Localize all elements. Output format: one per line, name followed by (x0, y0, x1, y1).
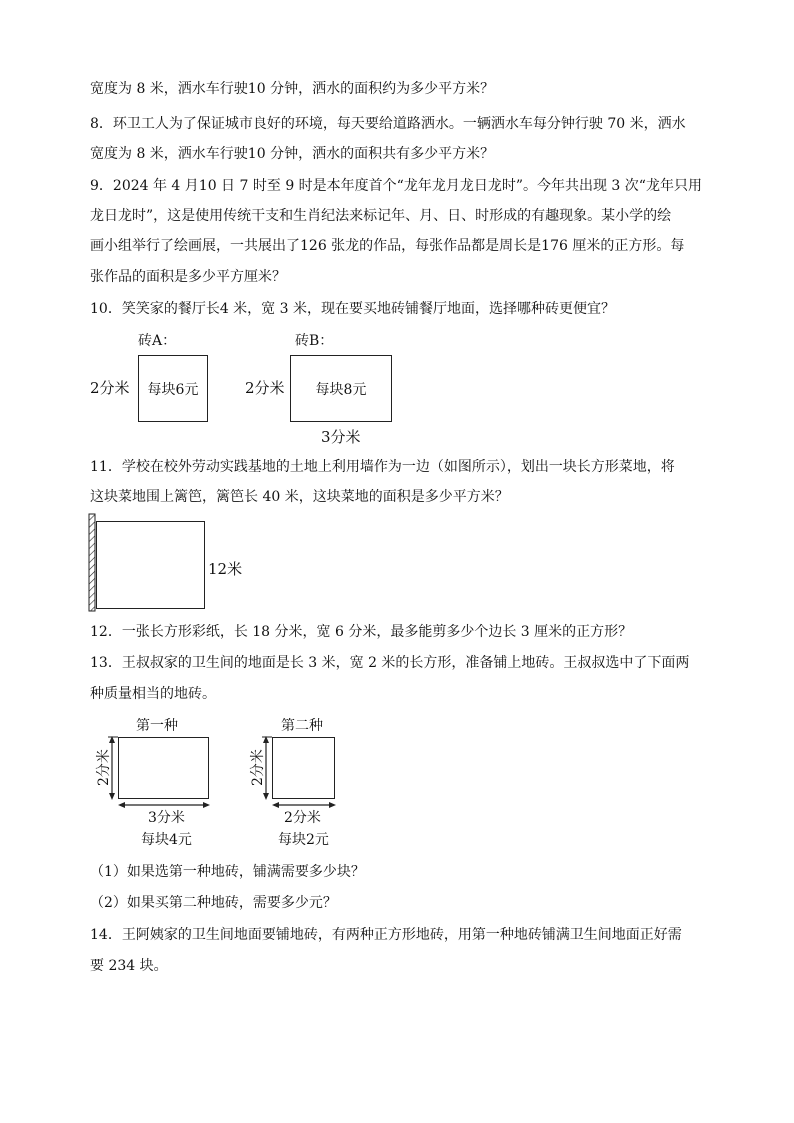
tile-b-bottom-label: 3分米 (321, 428, 361, 446)
tile-1-height-arrow (86, 730, 126, 850)
plot-side-label: 12米 (208, 560, 243, 578)
tile-2-title: 第二种 (281, 718, 323, 734)
vegetable-plot-rect (96, 521, 205, 609)
tile-1-title: 第一种 (136, 718, 178, 734)
text-line-continuation: 宽度为 8 米，洒水车行驶10 分钟，洒水的面积约为多少平方米？ (90, 81, 495, 97)
tile-2-height-arrow (240, 730, 280, 850)
question-9-line-1: 9．2024 年 4 月10 日 7 时至 9 时是本年度首个“龙年龙月龙日龙时”。今年共出现 3 次“龙年只用 (90, 178, 702, 194)
tile-1-rect (118, 737, 209, 799)
tile-a-title: 砖A： (138, 333, 177, 349)
tile-1-width-label: 3分米 (148, 810, 185, 826)
tile-a-price: 每块6元 (147, 381, 199, 398)
question-9-line-4: 张作品的面积是多少平方厘米？ (90, 269, 286, 285)
question-13-line-2: 种质量相当的地砖。 (90, 686, 216, 702)
question-8-line-2: 宽度为 8 米，洒水车行驶10 分钟，洒水的面积共有多少平方米？ (90, 146, 495, 162)
tile-b-rect (290, 355, 392, 422)
question-14-line-2: 要 234 块。 (90, 958, 168, 974)
tile-b-title: 砖B： (295, 333, 334, 349)
tile-2-price: 每块2元 (278, 832, 329, 848)
question-10-line: 10．笑笑家的餐厅长4 米，宽 3 米，现在要买地砖铺餐厅地面，选择哪种砖更便宜？ (90, 301, 615, 317)
tile-b-side-label: 2分米 (245, 379, 285, 397)
tile-2-width-label: 2分米 (284, 810, 321, 826)
question-13-subquestion-1: （1）如果选第一种地砖，铺满需要多少块？ (90, 864, 365, 880)
question-12-line: 12．一张长方形彩纸，长 18 分米，宽 6 分米，最多能剪多少个边长 3 厘米的正方形？ (90, 624, 633, 640)
tile-1-height-label: 2分米 (96, 749, 112, 786)
question-9-line-2: 龙日龙时”，这是使用传统干支和生肖纪法来标记年、月、日、时形成的有趣现象。某小学的绘 (90, 208, 672, 224)
question-9-line-3: 画小组举行了绘画展，一共展出了126 张龙的作品，每张作品都是周长是176 厘米的正方形。每 (90, 238, 685, 254)
question-13-subquestion-2: （2）如果买第二种地砖，需要多少元？ (90, 895, 337, 911)
question-11-line-2: 这块菜地围上篱笆，篱笆长 40 米，这块菜地的面积是多少平方米？ (90, 489, 509, 505)
tile-2-rect (272, 737, 335, 799)
question-8-line-1: 8．环卫工人为了保证城市良好的环境，每天要给道路洒水。一辆洒水车每分钟行驶 70 米，洒水 (90, 116, 686, 132)
question-11-line-1: 11．学校在校外劳动实践基地的土地上利用墙作为一边（如图所示），划出一块长方形菜地，将 (90, 459, 675, 475)
tile-1-price: 每块4元 (141, 832, 192, 848)
tile-b-price: 每块8元 (315, 381, 367, 398)
tile-2-height-label: 2分米 (250, 749, 266, 786)
tile-a-side-label: 2分米 (90, 379, 130, 397)
question-13-line-1: 13．王叔叔家的卫生间的地面是长 3 米，宽 2 米的长方形，准备铺上地砖。王叔叔选中了下面两 (90, 655, 690, 671)
tile-a-rect (138, 355, 208, 422)
question-14-line-1: 14．王阿姨家的卫生间地面要铺地砖，有两种正方形地砖，用第一种地砖铺满卫生间地面正好需 (90, 927, 682, 943)
